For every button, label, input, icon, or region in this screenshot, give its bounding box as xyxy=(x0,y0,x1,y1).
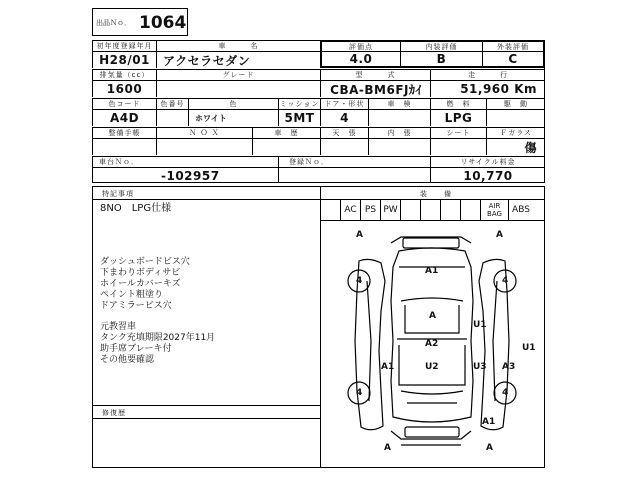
note-line: ペイント粗塗り xyxy=(100,290,164,300)
recycle-label: リサイクル料金 xyxy=(430,156,545,167)
exterior-score-label: 外装評価 xyxy=(482,40,545,51)
fuel-value: LPG xyxy=(430,109,486,126)
nox-label: Ｎ Ｏ Ｘ xyxy=(156,127,252,138)
reg-no-value xyxy=(278,167,430,183)
exterior-score-value: C xyxy=(482,51,545,68)
displacement-label: 排気量（cc） xyxy=(92,69,156,80)
recycle-value: 10,770 xyxy=(430,167,545,183)
equipment-cell: ABS xyxy=(508,199,533,221)
equipment-cell xyxy=(400,199,420,221)
inspection-label: 車 検 xyxy=(368,98,430,109)
score-value: 4.0 xyxy=(320,51,400,68)
damage-mark: A1 xyxy=(482,417,496,427)
note-line: ドアミラービス穴 xyxy=(100,301,172,311)
note-line: 8NO LPG仕様 xyxy=(100,203,172,214)
score-label: 評価点 xyxy=(320,40,400,51)
damage-mark: U1 xyxy=(473,320,487,330)
nox-value xyxy=(156,138,252,155)
tire-mark: 4 xyxy=(502,276,509,286)
color-label: 色 xyxy=(188,98,278,109)
note-line: ホイールカバーキズ xyxy=(100,279,181,289)
repair-rule xyxy=(92,405,320,406)
notes-title-rule xyxy=(92,199,320,200)
inspection-value xyxy=(368,109,430,126)
equipment-cell: AC xyxy=(340,199,360,221)
lot-number-value: 1064 xyxy=(139,13,187,33)
grade-label: グレード xyxy=(156,69,320,80)
reg-year-value: H28/01 xyxy=(92,51,156,68)
note-line: ダッシュボードビス穴 xyxy=(100,257,190,267)
damage-mark: A3 xyxy=(502,362,516,372)
chassis-value: -102957 xyxy=(92,167,278,183)
roof-value xyxy=(320,138,368,155)
reg-no-label: 登録Ｎｏ． xyxy=(278,156,430,167)
equipment-cell xyxy=(420,199,440,221)
equipment-cell: PW xyxy=(380,199,400,221)
note-line: 元教習車 xyxy=(100,322,137,332)
color-no-value xyxy=(156,109,188,126)
mission-value: 5MT xyxy=(278,109,320,126)
manual-value xyxy=(92,138,156,155)
fuel-label: 燃 料 xyxy=(430,98,486,109)
displacement-value: 1600 xyxy=(92,80,156,97)
damage-mark: U3 xyxy=(473,362,487,372)
damage-mark: A xyxy=(429,311,436,321)
interior-score-label: 内装評価 xyxy=(400,40,482,51)
interior-score-value: B xyxy=(400,51,482,68)
notes-title: 特記事項 xyxy=(102,190,134,198)
damage-mark: U1 xyxy=(522,343,536,353)
damage-mark: U2 xyxy=(425,362,439,372)
car-name-value: アクセラセダン xyxy=(156,51,320,68)
tire-mark: 4 xyxy=(502,388,509,398)
equipment-title: 装 備 xyxy=(420,190,452,198)
color-no-label: 色番号 xyxy=(156,98,188,109)
equipment-cell: AIR BAG xyxy=(480,199,508,221)
history-label: 車 歴 xyxy=(252,127,320,138)
car-name-label: 車 名 xyxy=(156,40,320,51)
interior-panel-label: 内 張 xyxy=(368,127,430,138)
front-glass-value: 傷 xyxy=(486,138,545,155)
damage-mark: A1 xyxy=(381,362,395,372)
doors-value: 4 xyxy=(320,109,368,126)
chassis-label: 車台Ｎｏ． xyxy=(92,156,278,167)
manual-label: 整備手帳 xyxy=(92,127,156,138)
damage-mark: A2 xyxy=(425,339,439,349)
equipment-cell xyxy=(440,199,460,221)
equipment-cell xyxy=(320,199,340,221)
damage-mark: A xyxy=(486,443,493,453)
doors-label: ドア・形状 xyxy=(320,98,368,109)
drive-value xyxy=(486,109,545,126)
damage-mark: A xyxy=(356,230,363,240)
damage-mark: A xyxy=(384,443,391,453)
equipment-cell xyxy=(460,199,480,221)
mileage-label: 走 行 xyxy=(430,69,545,80)
model-label: 型 式 xyxy=(320,69,430,80)
color-code-value: A4D xyxy=(92,109,156,126)
seat-label: シート xyxy=(430,127,486,138)
grade-value xyxy=(156,80,320,97)
color-code-label: 色コード xyxy=(92,98,156,109)
repair-history-title: 修復歴 xyxy=(102,409,126,417)
roof-label: 天 張 xyxy=(320,127,368,138)
note-line: 助手席ブレーキ付 xyxy=(100,344,172,354)
note-line: 下まわりボディサビ xyxy=(100,268,181,278)
lot-number-box xyxy=(92,8,188,36)
lot-number-label: 出品Ｎｏ． xyxy=(96,19,131,27)
damage-mark: A xyxy=(496,230,503,240)
mileage-value: 51,960 Km xyxy=(430,80,545,97)
note-line: タンク充填期限2027年11月 xyxy=(100,333,216,343)
history-value xyxy=(252,138,320,155)
note-line: その他要確認 xyxy=(100,355,155,365)
seat-value xyxy=(430,138,486,155)
repair-title-rule xyxy=(92,418,320,419)
tire-mark: 4 xyxy=(356,388,363,398)
tire-mark: 4 xyxy=(356,276,363,286)
front-glass-label: Ｆガラス xyxy=(486,127,545,138)
equipment-cell: PS xyxy=(360,199,380,221)
damage-mark: A1 xyxy=(425,266,439,276)
model-value: CBA-BM6FJｶｲ xyxy=(320,80,430,97)
drive-label: 駆 動 xyxy=(486,98,545,109)
color-value: ホワイト xyxy=(188,109,278,126)
equipment-row xyxy=(320,199,545,221)
interior-panel-value xyxy=(368,138,430,155)
reg-year-label: 初年度登録年月 xyxy=(92,40,156,51)
mission-label: ミッション xyxy=(279,100,320,108)
